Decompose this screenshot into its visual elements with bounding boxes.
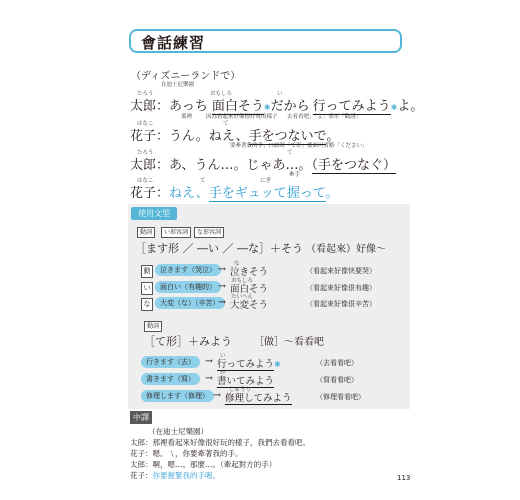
dialogue-text: あっち xyxy=(169,99,208,114)
example-result-text: 行ってみよう xyxy=(217,359,275,370)
tag-na-adjective: な形容詞 xyxy=(194,227,224,238)
translation-line: 太郎：那裡看起來好像很好玩的樣子，我們去看看吧。 xyxy=(130,438,310,447)
example-meaning: （看起來好像很有趣） xyxy=(306,284,376,292)
speaker: 太郎： xyxy=(130,99,170,114)
translation-line: （在迪士尼樂園） xyxy=(148,427,208,436)
phrase: 握って xyxy=(286,186,326,201)
example-result: 大変そう xyxy=(230,300,269,311)
arrow: → xyxy=(218,281,226,292)
ruby: たいへん xyxy=(231,294,254,300)
gloss: 因為看起來好像很好玩的樣子 xyxy=(206,114,278,120)
example-result xyxy=(217,356,281,370)
formula-miyou: ［て形］＋みよう xyxy=(144,335,232,348)
example-pill: 修理します（修理） xyxy=(141,390,214,402)
example-result: 面白そう xyxy=(230,284,269,295)
formula-sou-meaning: （看起來）好像～ xyxy=(306,244,386,255)
translation-highlight: 你要握緊我的手喔。 xyxy=(152,471,220,480)
dialogue-text: だから xyxy=(270,99,310,114)
arrow: → xyxy=(205,356,213,367)
ruby: おもしろ xyxy=(231,278,254,284)
example-meaning: （寫看看吧） xyxy=(316,376,358,384)
ruby: はなこ xyxy=(137,121,154,127)
example-pill: 書きます（寫） xyxy=(141,373,200,385)
dialogue-line-3 xyxy=(130,154,396,173)
star-icon: ✱ xyxy=(274,360,281,369)
tag-verb: 動詞 xyxy=(144,321,162,332)
example-meaning: （看起來好像快要哭） xyxy=(306,267,376,275)
arrow: → xyxy=(218,297,226,308)
ruby: はなこ xyxy=(137,178,154,184)
tag-i-adjective: い xyxy=(141,282,153,295)
gloss: 牽手 xyxy=(289,172,301,178)
speaker: 太郎： xyxy=(130,158,170,173)
tag-i-adjective: い形容詞 xyxy=(161,227,191,238)
ruby: い xyxy=(277,91,283,97)
dialogue-text: ねえ、 xyxy=(169,186,209,201)
phrase: 手をつないで xyxy=(248,129,327,144)
translation-line: 花子：嗯。ㄟ，你要牽著我的手。 xyxy=(130,449,243,458)
translation-header: 中譯 xyxy=(130,411,152,424)
page-title: 會話練習 xyxy=(141,34,206,52)
speaker: 花子： xyxy=(130,471,153,480)
ruby: か xyxy=(220,370,226,376)
example-pill: 面白い（有趣的） xyxy=(155,281,221,293)
example-result: 泣きそう xyxy=(230,267,269,278)
gloss: 要牽著我的手；口語時「て形」後面可省略「ください」 xyxy=(230,143,368,149)
example-meaning: （修理看看吧） xyxy=(316,393,365,401)
gloss: 去看看吧；「よ」表示「勸誘」 xyxy=(287,114,362,120)
ruby: い xyxy=(220,353,226,359)
tag-verb: 動 xyxy=(141,265,153,278)
ruby: おもしろ xyxy=(210,91,233,97)
arrow: → xyxy=(213,390,221,401)
speaker: 花子： xyxy=(130,129,170,144)
phrase: 面白そう xyxy=(211,99,264,114)
page-number: 113 xyxy=(397,474,411,482)
pattern-header: 使用文型 xyxy=(131,207,177,220)
dialogue-text: 。 xyxy=(326,129,340,144)
ruby: て xyxy=(200,178,206,184)
ruby: たろう xyxy=(137,91,154,97)
ruby: たろう xyxy=(137,150,154,156)
dialogue-line-4 xyxy=(130,182,339,201)
tag-na-adjective: な xyxy=(141,298,153,311)
example-meaning: （去看看吧） xyxy=(316,359,358,367)
dialogue-text: 。 xyxy=(325,186,339,201)
example-pill: 行きます（去） xyxy=(141,356,200,368)
star-icon: ✱ xyxy=(390,103,398,112)
example-result xyxy=(225,390,292,404)
title-box xyxy=(129,29,402,53)
scene-line: （ディズニーランドで） xyxy=(131,71,241,82)
formula-sou: ［ます形 ／ ―い ／ ―な］＋そう xyxy=(135,242,303,255)
example-meaning: （看起來好像很辛苦） xyxy=(306,300,376,308)
example-pill: 大変（な）（辛苦） xyxy=(155,297,225,309)
example-pill: 泣きます（哭泣） xyxy=(155,264,221,276)
formula-miyou-meaning: ［做］～看看吧 xyxy=(254,337,324,348)
example-result-text: 書いてみよう xyxy=(217,376,275,387)
tag-verb: 動詞 xyxy=(137,227,155,238)
ruby: な xyxy=(234,261,240,267)
scene-gloss: 在迪士尼樂園 xyxy=(161,82,195,88)
speaker: 花子： xyxy=(130,186,170,201)
star-icon: ✱ xyxy=(263,103,271,112)
phrase: 行ってみよう xyxy=(312,99,391,114)
arrow: → xyxy=(218,264,226,275)
ruby: にぎ xyxy=(260,178,272,184)
translation-line xyxy=(130,470,220,481)
dialogue-text: あ、うん…。じゃあ…。 xyxy=(169,158,312,173)
dialogue-text: よ。 xyxy=(397,99,424,114)
gloss: 那裡 xyxy=(181,114,193,120)
arrow: → xyxy=(205,373,213,384)
ruby: て xyxy=(287,150,293,156)
phrase: 手をギュッて xyxy=(208,186,287,201)
phrase: （手をつなぐ） xyxy=(311,158,397,173)
ruby: て xyxy=(223,121,229,127)
translation-line: 太郎：啊，嗯…。那麼…。（牽起對方的手） xyxy=(130,460,277,469)
dialogue-text: うん。ねえ、 xyxy=(169,129,249,144)
ruby: しゅうり xyxy=(229,387,252,393)
example-result-text: 修理してみよう xyxy=(225,393,292,404)
